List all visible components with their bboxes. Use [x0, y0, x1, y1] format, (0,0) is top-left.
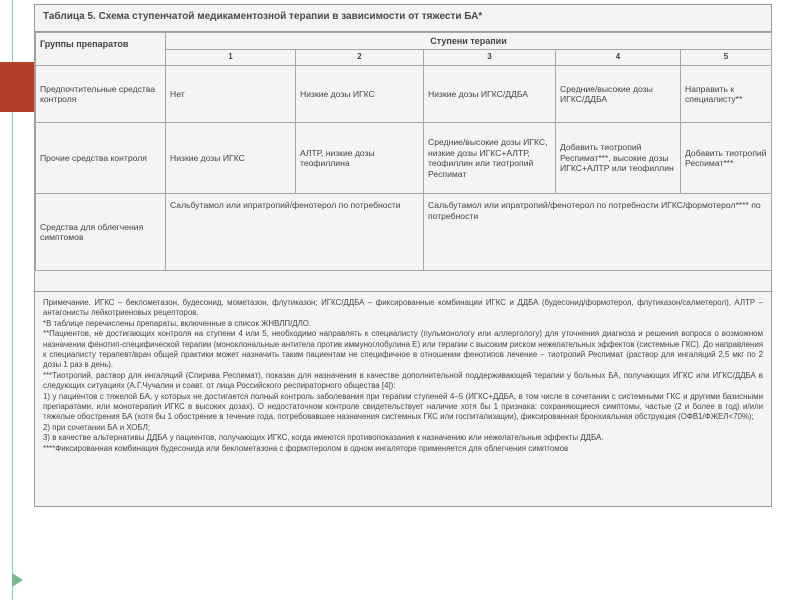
groups-header: Группы препаратов	[36, 33, 166, 66]
note-paragraph: **Пациентов, не достигающих контроля на ступени 4 или 5, необходимо направлять к специалисту (пульмонологу или аллергологу) для уточнения диагноза и решения вопроса о возможном назначении фенотип-специфической терапии (моноклональные антитела против иммуноглобулина Е) или терапии с высоким риском нежелательных эффектов (системные ГКС). До направления к специалисту терапевт/врач общей практики может назначить таким пациентам не специфичное в отношении фенотипов лечение – тиотропий Респимат (раствор для ингаляций 2,5 мкг по 2 дозы 1 раз в день).	[43, 329, 763, 370]
step-number: 4	[556, 50, 681, 66]
table-cell: Низкие дозы ИГКС/ДДБА	[424, 66, 556, 123]
table-cell: Сальбутамол или ипратропий/фенотерол по потребности	[166, 194, 424, 271]
table-cell: Добавить тиотропий Респимат***, высокие дозы ИГКС+АЛТР или теофиллин	[556, 123, 681, 194]
note-paragraph: ***Тиотропий, раствор для ингаляций (Спирива Респимат), показан для назначения в качестве дополнительной поддерживающей терапии у больных БА, получающих ИГКС или ИГКС/ДДБА в следующих ситуациях (А.Г.Чучалин и соавт. от лица Российского респираторного общества [4]):	[43, 370, 763, 391]
therapy-table	[35, 32, 772, 271]
steps-header: Ступени терапии	[166, 33, 772, 50]
step-number: 1	[166, 50, 296, 66]
note-paragraph: 3) в качестве альтернативы ДДБА у пациентов, получающих ИГКС, когда имеются противопоказания к назначению или нежелательные эффекты ДДБА.	[43, 433, 604, 443]
step-number: 2	[296, 50, 424, 66]
step-number: 3	[424, 50, 556, 66]
note-paragraph: *В таблице перечислены препараты, включенные в список ЖНВЛП/ДЛО.	[43, 318, 312, 328]
slide-accent-block	[0, 62, 34, 112]
arrow-bullet-icon	[12, 573, 23, 587]
document-page	[34, 4, 772, 507]
table-cell: Средние/высокие дозы ИГКС/ДДБА	[556, 66, 681, 123]
step-number: 5	[681, 50, 772, 66]
note-paragraph: 2) при сочетании БА и ХОБЛ;	[43, 422, 150, 432]
table-cell: АЛТР, низкие дозы теофиллина	[296, 123, 424, 194]
table-notes	[35, 291, 771, 454]
note-paragraph: ****Фиксированная комбинация будесонида или беклометазона с формотеролом в одном ингаляторе применяется для облегчения симптомов	[43, 443, 569, 453]
table-row	[36, 123, 772, 194]
group-label: Предпочтительные средства контроля	[36, 66, 166, 123]
note-paragraph: Примечание. ИГКС – беклометазон, будесонид, мометазон, флутиказон; ИГКС/ДДБА – фиксированные комбинации ИГКС и ДДБА (будесонид/формотерол, флутиказон/салметерол), АЛТР – антагонисты лейкотриеновых рецепторов.	[43, 298, 763, 318]
table-cell: Добавить тиотропий Респимат***	[681, 123, 772, 194]
group-label: Прочие средства контроля	[36, 123, 166, 194]
table-cell: Сальбутамол или ипратропий/фенотерол по потребности ИГКС/формотерол**** по потребности	[424, 194, 772, 271]
note-paragraph: 1) у пациентов с тяжелой БА, у которых не достигается полный контроль заболевания при терапии ступеней 4–5 (ИГКС+ДДБА, в том числе в сочетании с системными ГКС и другими базисными препаратами, или монотерапия ИГКС в высоких дозах). О недостаточном контроле свидетельствует наличие хотя бы 1 признака: сохраняющиеся симптомы, частые (2 и более в год) и/или тяжелые обострения БА (хотя бы 1 обострение в течение года, потребовавшее назначения системных ГКС или госпитализации), фиксированная бронхиальная обструкция (ОФВ1/ФЖЕЛ<70%);	[43, 391, 763, 422]
table-row	[36, 194, 772, 271]
table-cell: Нет	[166, 66, 296, 123]
table-row	[36, 66, 772, 123]
group-label: Средства для облегчения симптомов	[36, 194, 166, 271]
table-cell: Низкие дозы ИГКС	[296, 66, 424, 123]
table-title: Таблица 5. Схема ступенчатой медикаментозной терапии в зависимости от тяжести БА*	[35, 5, 771, 32]
table-cell: Низкие дозы ИГКС	[166, 123, 296, 194]
table-cell: Средние/высокие дозы ИГКС, низкие дозы ИГКС+АЛТР, теофиллин или тиотропий Респимат	[424, 123, 556, 194]
table-cell: Направить к специалисту**	[681, 66, 772, 123]
table-header-row	[36, 33, 772, 50]
